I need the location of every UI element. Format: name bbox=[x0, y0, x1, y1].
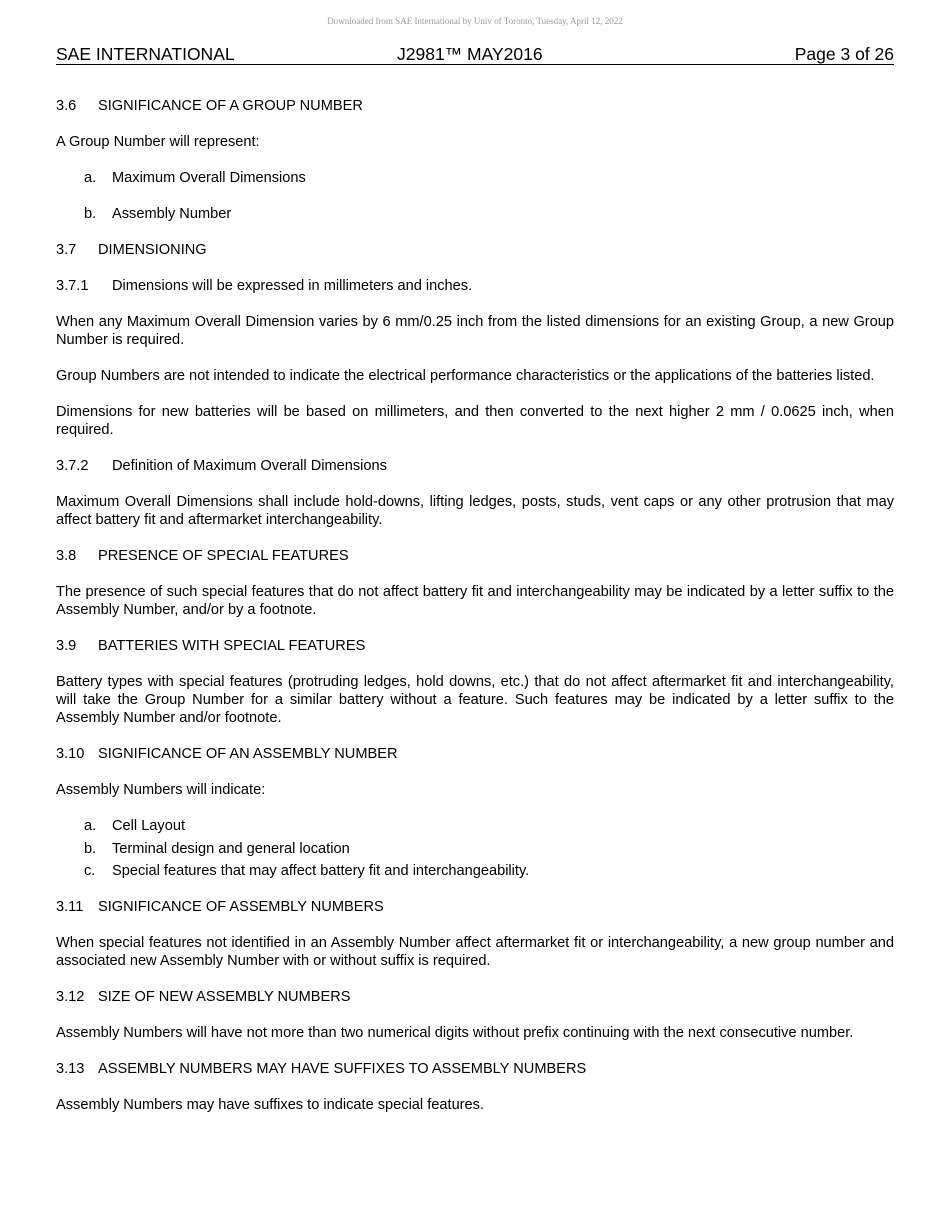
list-item bbox=[56, 169, 894, 187]
list-text: Maximum Overall Dimensions bbox=[112, 170, 306, 186]
list-item bbox=[56, 862, 894, 880]
group-number-list bbox=[56, 169, 894, 223]
section-title: DIMENSIONING bbox=[98, 242, 207, 258]
section-number: 3.8 bbox=[56, 548, 77, 564]
section-title: Dimensions will be expressed in millimeters and inches. bbox=[112, 278, 473, 294]
list-item bbox=[56, 817, 894, 835]
paragraph: When any Maximum Overall Dimension varies by 6 mm/0.25 inch from the listed dimensions for an existing Group, a new Group Number is required. bbox=[56, 314, 894, 348]
list-letter: a. bbox=[84, 818, 97, 834]
header-doc-id: J2981™ MAY2016 bbox=[397, 44, 543, 64]
paragraph: Group Numbers are not intended to indicate the electrical performance characteristics or the applications of the batteries listed. bbox=[56, 368, 875, 384]
section-title: SIGNIFICANCE OF AN ASSEMBLY NUMBER bbox=[98, 746, 398, 762]
section-number: 3.11 bbox=[56, 899, 84, 915]
section-heading-3-6 bbox=[56, 97, 894, 115]
section-number: 3.7.2 bbox=[56, 458, 89, 474]
list-item bbox=[56, 205, 894, 223]
list-text: Cell Layout bbox=[112, 818, 186, 834]
list-text: Assembly Number bbox=[112, 206, 232, 222]
paragraph: Maximum Overall Dimensions shall include hold-downs, lifting ledges, posts, studs, vent caps or any other protrusion that may affect battery fit and aftermarket interchangeability. bbox=[56, 494, 894, 528]
document-body bbox=[56, 97, 894, 1132]
section-title: ASSEMBLY NUMBERS MAY HAVE SUFFIXES TO ASSEMBLY NUMBERS bbox=[98, 1061, 587, 1077]
paragraph: Assembly Numbers will indicate: bbox=[56, 782, 266, 798]
paragraph: A Group Number will represent: bbox=[56, 134, 260, 150]
section-number: 3.12 bbox=[56, 989, 85, 1005]
section-heading-3-7 bbox=[56, 241, 894, 259]
paragraph: Assembly Numbers may have suffixes to indicate special features. bbox=[56, 1097, 485, 1113]
download-watermark: Downloaded from SAE International by Univ of Toronto, Tuesday, April 12, 2022 bbox=[327, 16, 623, 26]
section-number: 3.13 bbox=[56, 1061, 85, 1077]
section-title: Definition of Maximum Overall Dimensions bbox=[112, 458, 387, 474]
section-heading-3-7-1 bbox=[56, 277, 894, 295]
section-heading-3-12 bbox=[56, 988, 894, 1006]
section-number: 3.6 bbox=[56, 98, 77, 114]
section-number: 3.9 bbox=[56, 638, 77, 654]
section-number: 3.7 bbox=[56, 242, 77, 258]
section-heading-3-13 bbox=[56, 1060, 894, 1078]
section-title: SIGNIFICANCE OF A GROUP NUMBER bbox=[98, 98, 363, 114]
list-letter: c. bbox=[84, 863, 96, 879]
list-letter: a. bbox=[84, 170, 97, 186]
section-number: 3.7.1 bbox=[56, 278, 89, 294]
section-heading-3-7-2 bbox=[56, 457, 894, 475]
page-header bbox=[56, 44, 894, 65]
section-heading-3-9 bbox=[56, 637, 894, 655]
section-heading-3-8 bbox=[56, 547, 894, 565]
list-letter: b. bbox=[84, 840, 97, 857]
header-org: SAE INTERNATIONAL bbox=[56, 44, 235, 64]
section-heading-3-11 bbox=[56, 898, 894, 916]
section-heading-3-10 bbox=[56, 745, 894, 763]
section-title: SIZE OF NEW ASSEMBLY NUMBERS bbox=[98, 989, 351, 1005]
paragraph: Dimensions for new batteries will be based on millimeters, and then converted to the next higher 2 mm / 0.0625 inch, when required. bbox=[56, 404, 894, 438]
paragraph: The presence of such special features that do not affect battery fit and interchangeability may be indicated by a letter suffix to the Assembly Number, and/or by a footnote. bbox=[56, 584, 894, 618]
paragraph: Battery types with special features (protruding ledges, hold downs, etc.) that do not affect aftermarket fit and interchangeability, will take the Group Number for a similar battery without a feature. Such features may be indicated by a letter suffix to the Assembly Number and/or footnote. bbox=[56, 674, 894, 726]
list-text: Special features that may affect battery fit and interchangeability. bbox=[112, 863, 530, 879]
list-text: Terminal design and general location bbox=[112, 840, 350, 857]
list-item bbox=[56, 840, 894, 858]
section-title: BATTERIES WITH SPECIAL FEATURES bbox=[98, 638, 366, 654]
section-title: PRESENCE OF SPECIAL FEATURES bbox=[98, 548, 349, 564]
section-number: 3.10 bbox=[56, 746, 85, 762]
section-title: SIGNIFICANCE OF ASSEMBLY NUMBERS bbox=[98, 899, 384, 915]
list-letter: b. bbox=[84, 206, 97, 222]
header-page-number: Page 3 of 26 bbox=[794, 44, 894, 64]
paragraph: When special features not identified in an Assembly Number affect aftermarket fit or interchangeability, a new group number and associated new Assembly Number with or without suffix is required. bbox=[56, 935, 894, 969]
assembly-number-list bbox=[56, 817, 894, 880]
paragraph: Assembly Numbers will have not more than two numerical digits without prefix continuing with the next consecutive number. bbox=[56, 1025, 854, 1041]
